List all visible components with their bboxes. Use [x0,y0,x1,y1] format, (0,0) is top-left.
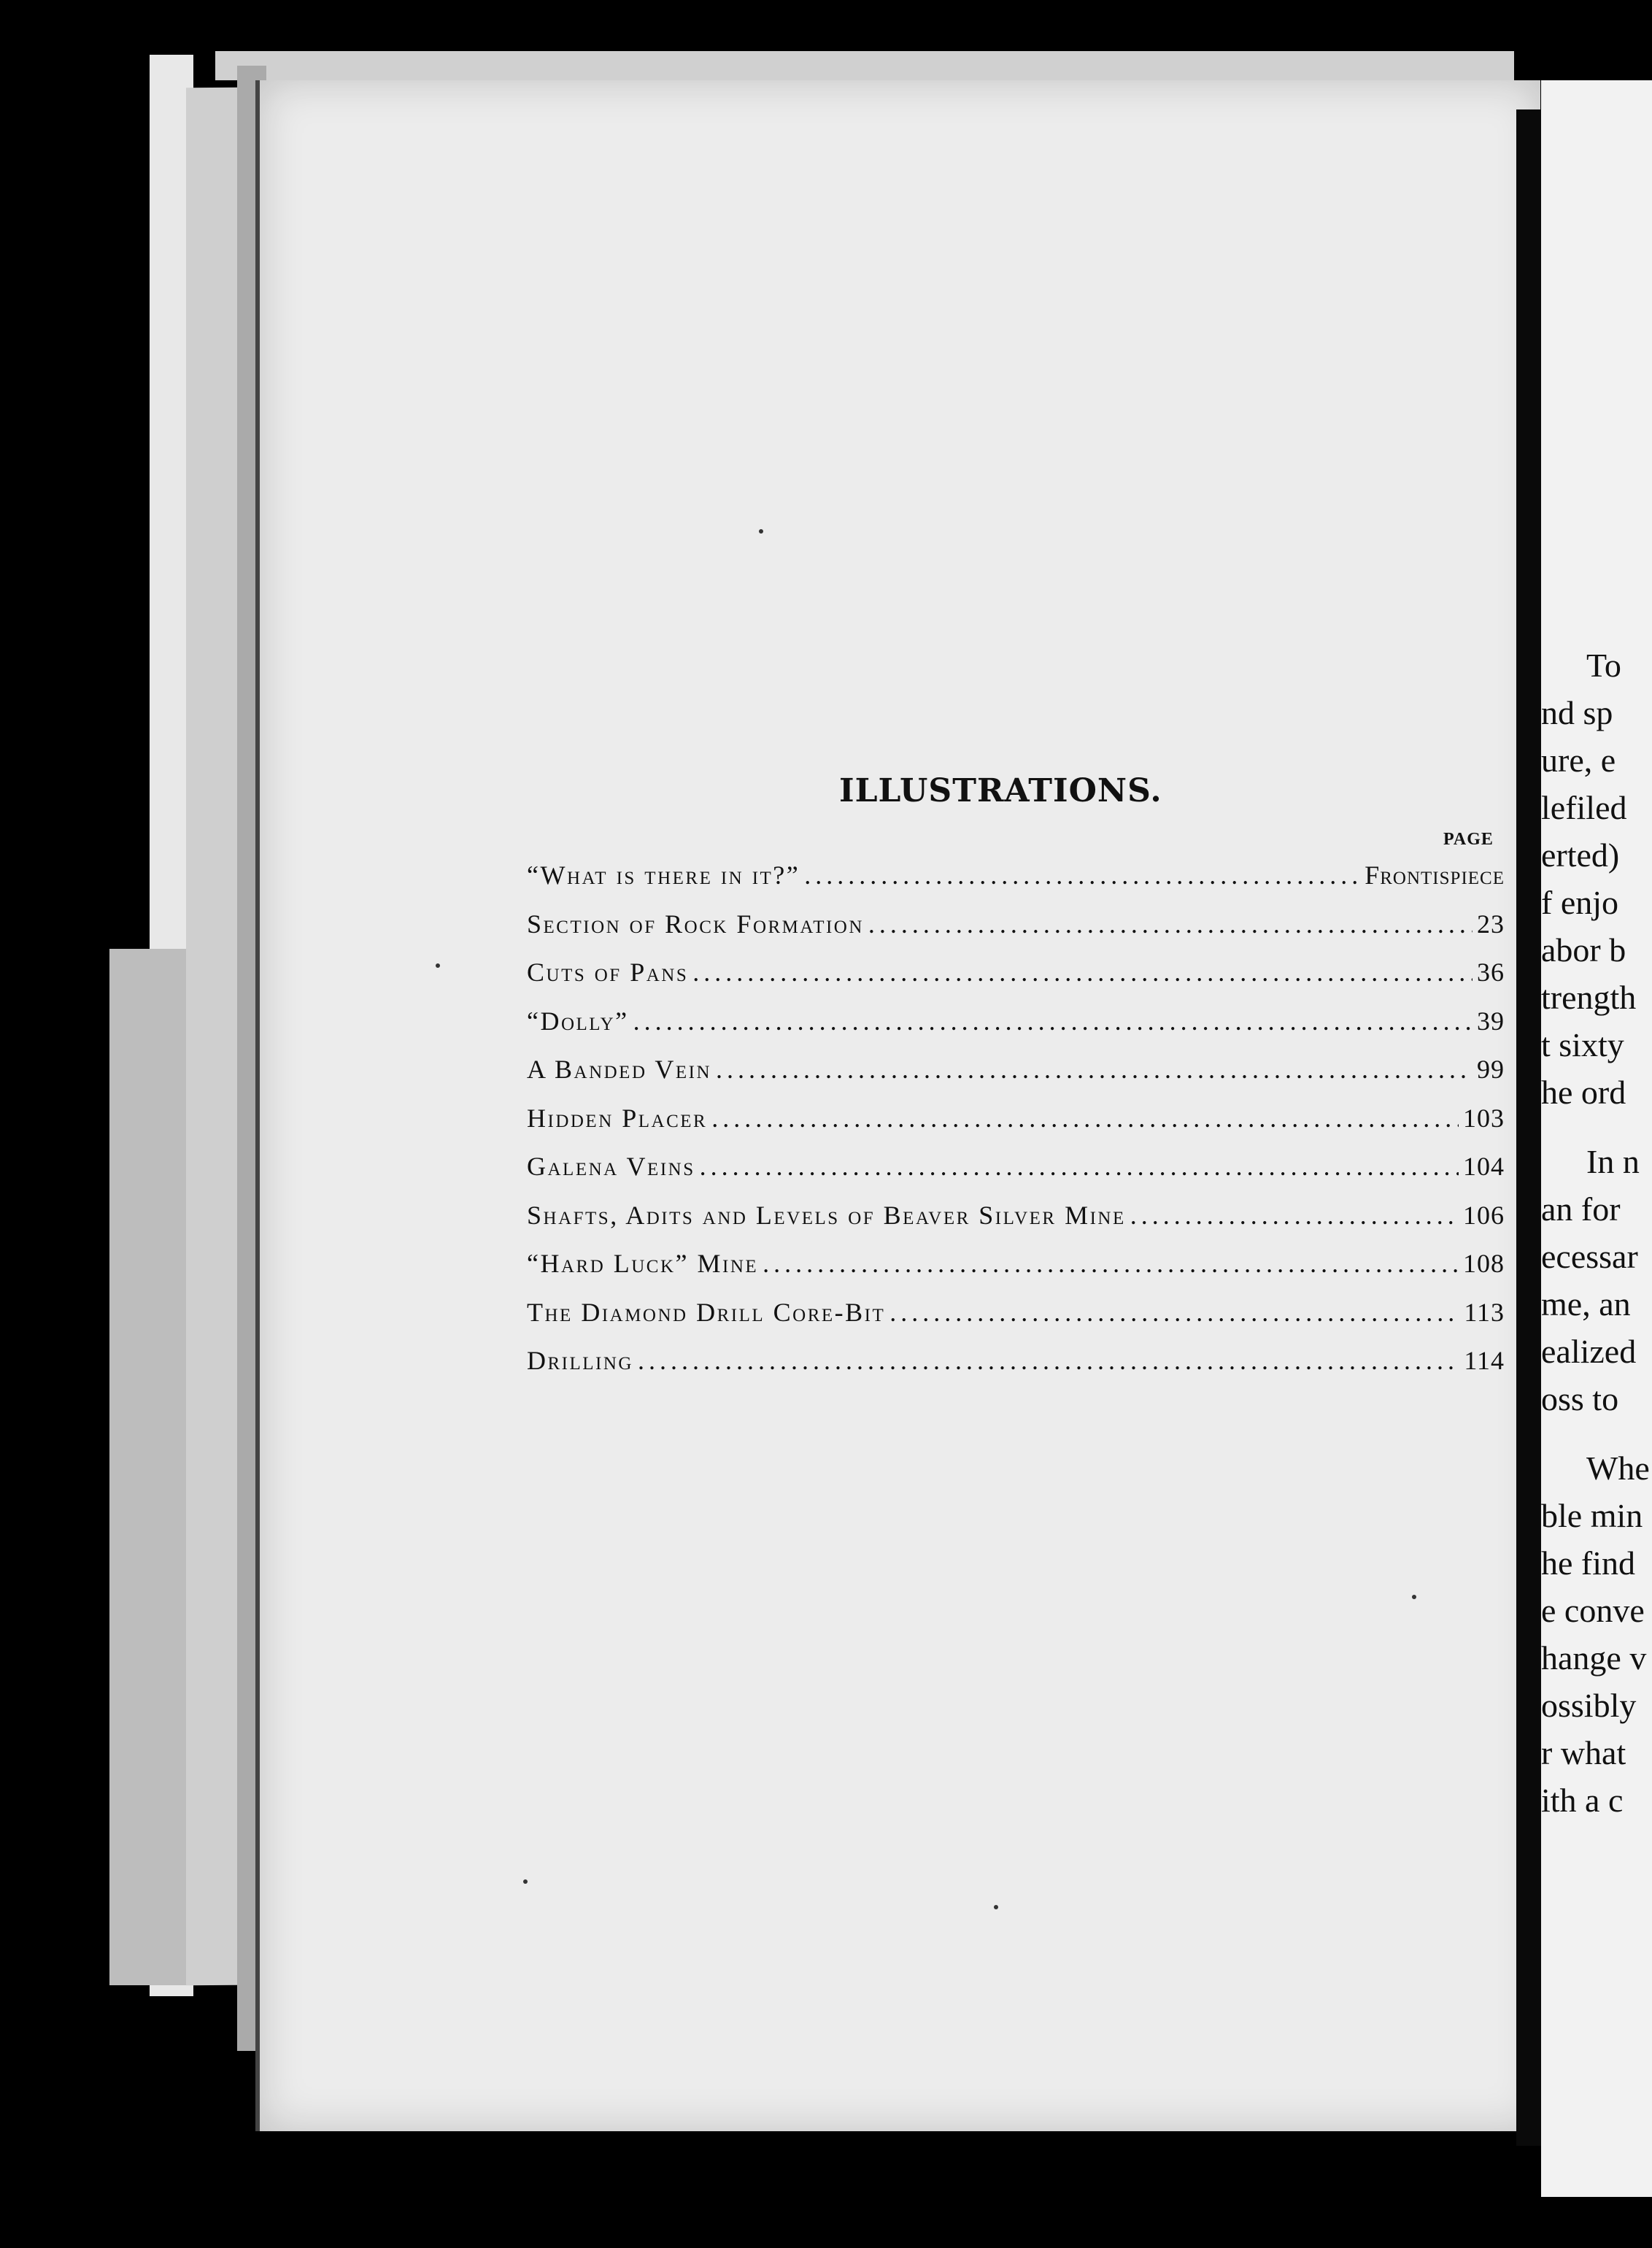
illustration-title: Section of Rock Formation [527,909,864,939]
page-number: 114 [1464,1346,1505,1375]
illustration-title: Shafts, Adits and Levels of Beaver Silver Mine [527,1200,1126,1230]
page-edge [109,949,193,1985]
facing-page-line: ecessar [1541,1238,1638,1275]
list-item [527,1297,1505,1346]
page-number: Frontispiece [1365,861,1505,890]
page-edge [186,88,237,1985]
speck [759,529,763,534]
list-item [527,1151,1505,1200]
facing-page-line: he find [1541,1544,1636,1582]
facing-page-line: trength [1541,979,1637,1016]
speck [1412,1595,1416,1599]
page-number: 99 [1477,1055,1505,1084]
leader-dots [638,1345,1459,1376]
illustrations-heading: ILLUSTRATIONS. [839,772,1162,809]
list-item [527,957,1505,1006]
page-number: 103 [1463,1103,1505,1133]
facing-page-line: t sixty [1541,1026,1624,1063]
facing-page-line: abor b [1541,931,1626,969]
facing-page-line: oss to [1541,1380,1619,1417]
illustration-title: “What is there in it?” [527,861,800,890]
leader-dots [804,860,1360,890]
leader-dots [889,1297,1459,1328]
facing-page-line: Whe [1586,1450,1650,1487]
leader-dots [711,1103,1459,1133]
facing-page-line: e conve [1541,1592,1645,1629]
illustration-title: Galena Veins [527,1152,695,1181]
illustration-title: Hidden Placer [527,1103,708,1133]
page-number: 106 [1463,1200,1505,1230]
illustrations-list [527,860,1505,1394]
facing-page-line: ble min [1541,1497,1643,1534]
speck [523,1879,528,1884]
list-item [527,1006,1505,1055]
facing-page-line: me, an [1541,1285,1631,1323]
facing-page-line: he ord [1541,1074,1626,1111]
illustration-title: A Banded Vein [527,1055,712,1084]
facing-page-line: nd sp [1541,694,1613,731]
facing-page-line: f enjo [1541,884,1619,921]
facing-page-line: ossibly [1541,1687,1637,1724]
page-edge-top [215,51,1514,80]
page-number: 113 [1464,1297,1505,1327]
page-number: 104 [1463,1152,1505,1181]
page-number: 36 [1477,958,1505,987]
leader-dots [633,1006,1472,1036]
list-item [527,860,1505,909]
page-column-label: PAGE [1443,830,1494,849]
facing-page-line: an for [1541,1190,1621,1228]
facing-page-line: erted) [1541,836,1620,874]
illustration-title: “Hard Luck” Mine [527,1249,759,1278]
facing-page-line: In n [1586,1143,1640,1180]
list-item [527,909,1505,958]
illustration-title: The Diamond Drill Core-Bit [527,1297,886,1327]
facing-page-line: To [1586,647,1621,684]
illustration-title: “Dolly” [527,1006,629,1036]
list-item [527,1345,1505,1394]
leader-dots [1130,1200,1459,1231]
leader-dots [692,957,1472,988]
illustration-title: Cuts of Pans [527,958,689,987]
illustration-title: Drilling [527,1346,633,1375]
speck [994,1905,998,1909]
facing-page-line: hange v [1541,1639,1647,1677]
facing-page [1541,80,1652,2197]
leader-dots [700,1151,1459,1182]
list-item [527,1248,1505,1297]
list-item [527,1103,1505,1152]
page-number: 23 [1477,909,1505,939]
list-item [527,1054,1505,1103]
book-gutter [1516,109,1541,2146]
facing-page-line: ure, e [1541,742,1616,779]
page-number: 108 [1463,1249,1505,1278]
leader-dots [763,1248,1459,1279]
facing-page-line: ealized [1541,1333,1637,1370]
page-number: 39 [1477,1006,1505,1036]
leader-dots [868,909,1472,939]
speck [436,963,440,968]
facing-page-line: r what [1541,1734,1626,1771]
facing-page-line: lefiled [1541,789,1627,826]
leader-dots [716,1054,1472,1085]
facing-page-line: ith a c [1541,1782,1624,1819]
list-item [527,1200,1505,1249]
